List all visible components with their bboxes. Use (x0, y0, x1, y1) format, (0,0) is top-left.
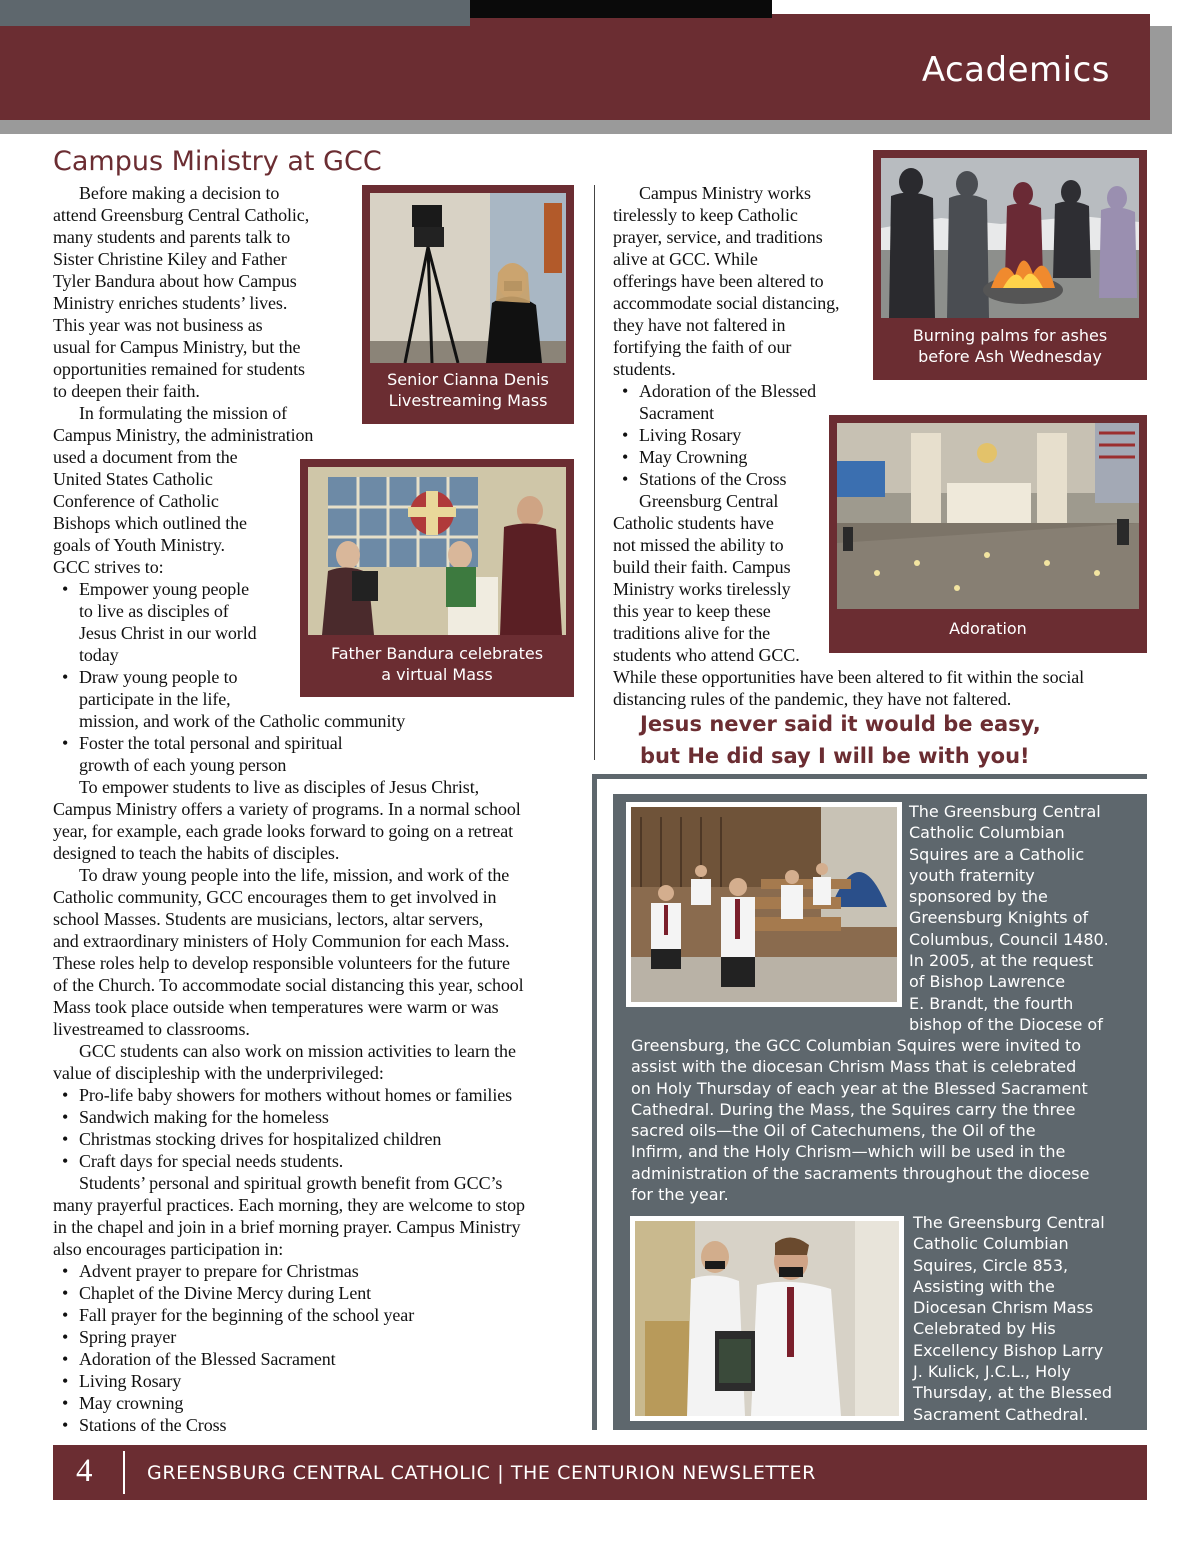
list-item: • Draw young people to (53, 666, 303, 688)
text-line: but He did say I will be with you! (640, 744, 1030, 768)
footer-separator (123, 1451, 125, 1494)
text-line: Catholic community, GCC encourages them to get involved in (53, 887, 497, 907)
list-item: • Sandwich making for the homeless (53, 1106, 583, 1128)
text-line: J. Kulick, J.C.L., Holy (913, 1362, 1071, 1382)
text-line: sacred oils—the Oil of Catechumens, the Oil of the (631, 1121, 1036, 1141)
text-line: United States Catholic (53, 469, 213, 489)
header-black-accent (470, 0, 772, 18)
text-line: Sacrament Cathedral. (913, 1404, 1089, 1424)
text-line: administration of the sacraments throughout the diocese (631, 1163, 1090, 1183)
text-line: This year was not business as (53, 315, 263, 335)
list-item: • Adoration of the Blessed (613, 380, 868, 402)
list-item: • May crowning (53, 1392, 583, 1414)
text-line: Sacrament (639, 403, 715, 423)
text-line: today (79, 645, 119, 665)
text-line: Father Bandura celebrates (330, 644, 544, 663)
text-line: Senior Cianna Denis (387, 370, 549, 389)
text-line: accommodate social distancing, (613, 293, 840, 313)
text-line: students who attend GCC. (613, 645, 800, 665)
text-line: Catholic Columbian (913, 1234, 1069, 1254)
list-item: • Fall prayer for the beginning of the school year (53, 1304, 583, 1326)
text-line: GCC strives to: (53, 557, 164, 577)
text-line: Celebrated by His (913, 1319, 1056, 1339)
text-line: Mass took place outside when temperatures were warm or was (53, 997, 499, 1017)
text-line: this year to keep these (613, 601, 771, 621)
text-line: in the chapel and join in a brief morning prayer. Campus Ministry (53, 1217, 521, 1237)
list-item: • Living Rosary (613, 424, 868, 446)
photo-burning-palms (881, 158, 1139, 318)
text-line: To draw young people into the life, mission, and work of the (79, 865, 510, 885)
left-column-text-top (53, 182, 353, 446)
text-line: goals of Youth Ministry. (53, 535, 225, 555)
text-line: The Greensburg Central (913, 1213, 1105, 1232)
text-line: Adoration (949, 619, 1027, 638)
text-line: not missed the ability to (613, 535, 784, 555)
text-line: Diocesan Chrism Mass (913, 1298, 1094, 1318)
text-line: many students and parents talk to (53, 227, 291, 247)
page-number: 4 (76, 1453, 93, 1489)
text-line: Thursday, at the Blessed (913, 1383, 1113, 1403)
text-line: Greensburg, the GCC Columbian Squires were invited to (631, 1036, 1082, 1055)
list-item: • Chaplet of the Divine Mercy during Lent (53, 1282, 583, 1304)
text-line: alive at GCC. While (613, 249, 758, 269)
text-line: Catholic Columbian (909, 823, 1065, 843)
text-line: opportunities remained for students (53, 359, 305, 379)
text-line: attend Greensburg Central Catholic, (53, 205, 310, 225)
photo-adoration (837, 423, 1139, 609)
text-line: sponsored by the (909, 887, 1048, 907)
text-line: Burning palms for ashes (912, 326, 1108, 345)
caption-burning-palms (873, 325, 1147, 367)
text-line: mission, and work of the Catholic community (79, 711, 406, 731)
footer-text: GREENSBURG CENTRAL CATHOLIC | THE CENTURION NEWSLETTER (147, 1462, 816, 1484)
text-line: Jesus Christ in our world (79, 623, 257, 643)
text-line: E. Brandt, the fourth (909, 993, 1074, 1013)
text-line: build their faith. Campus (613, 557, 791, 577)
text-line: The Greensburg Central (909, 802, 1101, 821)
right-column-text-bottom (613, 666, 1153, 710)
list-item: • Pro-life baby showers for mothers without homes or families (53, 1084, 583, 1106)
photo-squires-oils (635, 1221, 899, 1416)
photo-card-livestream (362, 185, 574, 424)
text-line: Cathedral. During the Mass, the Squires carry the three (631, 1099, 1076, 1119)
squires-text-1-side (909, 801, 1109, 1035)
text-line: Infirm, and the Holy Chrism—which will be used in the (631, 1142, 1066, 1162)
text-line: before Ash Wednesday (918, 347, 1102, 366)
text-line: Squires, Circle 853, (913, 1255, 1069, 1275)
text-line: Greensburg Knights of (909, 908, 1089, 928)
photo-livestream (370, 193, 566, 363)
pull-quote (640, 708, 1041, 772)
list-item: • Empower young people (53, 578, 303, 600)
list-item: • May Crowning (613, 446, 868, 468)
article-title: Campus Ministry at GCC (53, 146, 382, 177)
text-line: Before making a decision to (79, 183, 280, 203)
text-line: Campus Ministry works (639, 183, 811, 203)
list-item: • Craft days for special needs students. (53, 1150, 583, 1172)
photo-card-adoration (829, 415, 1147, 653)
list-item: • Advent prayer to prepare for Christmas (53, 1260, 583, 1282)
text-line: and extraordinary ministers of Holy Communion for each Mass. (53, 931, 510, 951)
text-line: tirelessly to keep Catholic (613, 205, 798, 225)
text-line: used a document from the (53, 447, 238, 467)
text-line: Columbus, Council 1480. (909, 929, 1109, 949)
text-line: participate in the life, (79, 689, 231, 709)
squires-text-2 (913, 1212, 1112, 1425)
text-line: Livestreaming Mass (388, 391, 548, 410)
text-line: many prayerful practices. Each morning, they are welcome to stop (53, 1195, 525, 1215)
text-line: Catholic students have (613, 513, 774, 533)
text-line: for the year. (631, 1185, 729, 1205)
text-line: school Masses. Students are musicians, lectors, altar servers, (53, 909, 484, 929)
text-line: youth fraternity (909, 865, 1035, 885)
text-line: Sister Christine Kiley and Father (53, 249, 287, 269)
text-line: assist with the diocesan Chrism Mass that is celebrated (631, 1057, 1077, 1077)
text-line: Campus Ministry, the administration (53, 425, 314, 445)
text-line: Campus Ministry offers a variety of programs. In a normal school (53, 799, 521, 819)
photo-frame-squires-pews (626, 802, 902, 1007)
text-line: of Bishop Lawrence (909, 972, 1066, 992)
text-line: Greensburg Central (639, 491, 779, 511)
text-line: to live as disciples of (79, 601, 229, 621)
text-line: While these opportunities have been altered to fit within the social (613, 667, 1085, 687)
photo-squires-pews (631, 807, 897, 1002)
text-line: bishop of the Diocese of (909, 1014, 1103, 1034)
header-gray-accent (0, 0, 470, 26)
text-line: In formulating the mission of (79, 403, 288, 423)
text-line: traditions alive for the (613, 623, 771, 643)
text-line: Squires are a Catholic (909, 844, 1085, 864)
text-line: Excellency Bishop Larry (913, 1340, 1104, 1360)
text-line: growth of each young person (79, 755, 287, 775)
list-item: • Living Rosary (53, 1370, 583, 1392)
photo-frame-squires-oils (630, 1216, 904, 1421)
text-line: prayer, service, and traditions (613, 227, 823, 247)
text-line: on Holy Thursday of each year at the Blessed Sacrament (631, 1078, 1088, 1098)
photo-virtual-mass (308, 467, 566, 635)
left-column-text-bottom (53, 710, 583, 1436)
text-line: designed to teach the habits of disciples. (53, 843, 340, 863)
photo-card-virtual-mass (300, 459, 574, 697)
caption-virtual-mass (300, 643, 574, 685)
text-line: fortifying the faith of our (613, 337, 792, 357)
list-item: • Stations of the Cross (53, 1414, 583, 1436)
squires-text-1-full (631, 1035, 1089, 1205)
text-line: to deepen their faith. (53, 381, 200, 401)
list-item: • Stations of the Cross (613, 468, 868, 490)
text-line: livestreamed to classrooms. (53, 1019, 250, 1039)
text-line: Assisting with the (913, 1276, 1055, 1296)
caption-livestream (362, 369, 574, 411)
text-line: a virtual Mass (381, 665, 493, 684)
list-item: • Christmas stocking drives for hospitalized children (53, 1128, 583, 1150)
text-line: Tyler Bandura about how Campus (53, 271, 297, 291)
text-line: usual for Campus Ministry, but the (53, 337, 301, 357)
text-line: year, for example, each grade looks forward to going on a retreat (53, 821, 514, 841)
left-column-text-middle (53, 446, 303, 710)
footer-bar (53, 1445, 1147, 1500)
text-line: Ministry works tirelessly (613, 579, 791, 599)
text-line: To empower students to live as disciples of Jesus Christ, (79, 777, 479, 797)
text-line: GCC students can also work on mission activities to learn the (79, 1041, 516, 1061)
text-line: of the Church. To accommodate social distancing this year, school (53, 975, 524, 995)
text-line: students. (613, 359, 676, 379)
column-divider (594, 185, 595, 760)
list-item: • Adoration of the Blessed Sacrament (53, 1348, 583, 1370)
text-line: value of discipleship with the underprivileged: (53, 1063, 384, 1083)
text-line: In 2005, at the request (909, 951, 1094, 971)
list-item: • Foster the total personal and spiritual (53, 732, 583, 754)
text-line: offerings have been altered to (613, 271, 824, 291)
caption-adoration (829, 618, 1147, 639)
text-line: they have not faltered in (613, 315, 786, 335)
text-line: also encourages participation in: (53, 1239, 284, 1259)
text-line: Students’ personal and spiritual growth benefit from GCC’s (79, 1173, 503, 1193)
text-line: distancing rules of the pandemic, they have not faltered. (613, 689, 1012, 709)
photo-card-burning-palms (873, 150, 1147, 380)
text-line: Conference of Catholic (53, 491, 219, 511)
list-item: • Spring prayer (53, 1326, 583, 1348)
text-line: These roles help to develop responsible volunteers for the future (53, 953, 510, 973)
text-line: Ministry enriches students’ lives. (53, 293, 288, 313)
section-title: Academics (921, 50, 1110, 90)
text-line: Jesus never said it would be easy, (640, 712, 1041, 736)
text-line: Bishops which outlined the (53, 513, 247, 533)
